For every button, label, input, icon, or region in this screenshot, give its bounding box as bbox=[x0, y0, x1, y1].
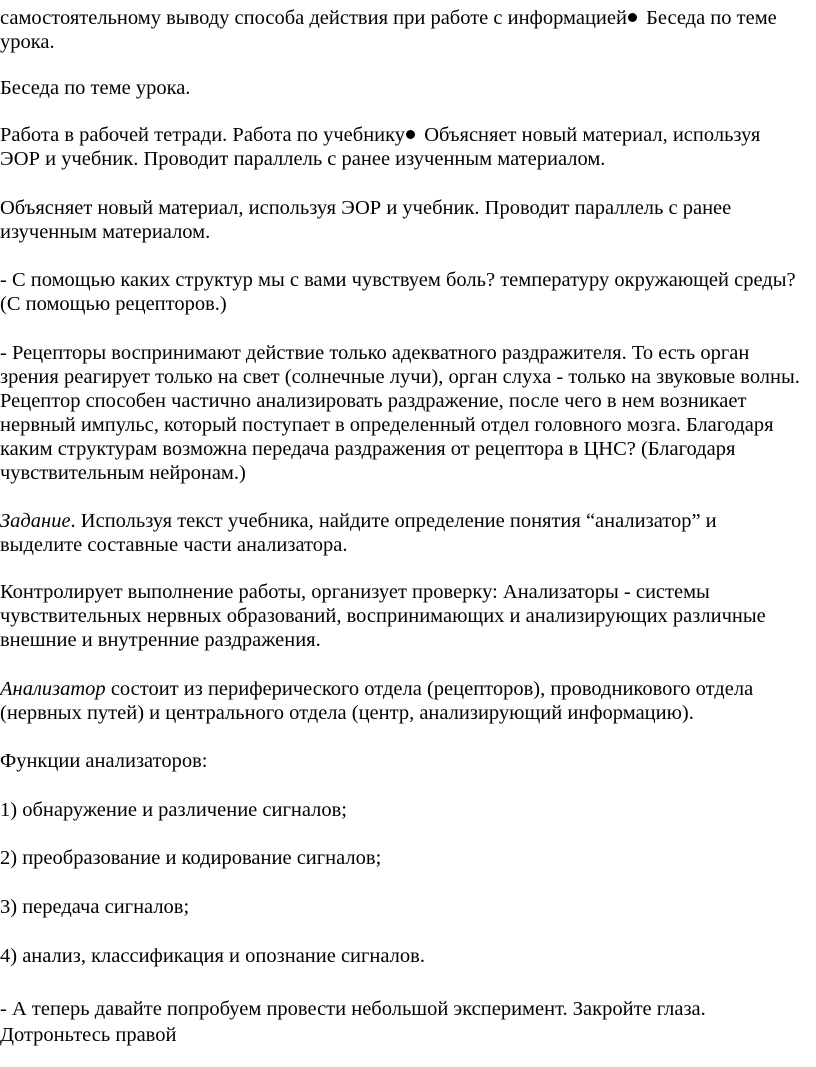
paragraph-9 bbox=[0, 677, 800, 725]
paragraph-1-text-a: самостоятельному выводу способа действия при работе с информацией bbox=[0, 7, 627, 29]
paragraph-7-italic: Задание bbox=[0, 510, 71, 532]
paragraph-3 bbox=[0, 123, 800, 171]
paragraph-9-italic: Анализатор bbox=[0, 678, 106, 700]
paragraph-1 bbox=[0, 6, 800, 54]
paragraph-8: Контролирует выполнение работы, организует проверку: Анализаторы - системы чувствительных нервных образований, воспринимающих и анализирующих различные внешние и внутренние раздражения. bbox=[0, 581, 771, 651]
paragraph-10: Функции анализаторов: bbox=[0, 750, 208, 772]
paragraph-4: Объясняет новый материал, используя ЭОР и учебник. Проводит параллель с ранее изученным материалом. bbox=[0, 197, 737, 243]
list-item: 1) обнаружение и различение сигналов; bbox=[0, 799, 347, 821]
paragraph-6: - Рецепторы воспринимают действие только адекватного раздражителя. То есть орган зрения реагирует только на свет (солнечные лучи), орган слуха - только на звуковые волны. Рецептор способен частично анализировать раздражение, после чего в нем возникает нервный импульс, который поступает в определенный отдел головного мозга. Благодаря каким структурам возможна передача раздражения от рецептора в ЦНС? (Благодаря чувствительным нейронам.) bbox=[0, 342, 806, 484]
paragraph-9-rest: состоит из периферического отдела (рецепторов), проводникового отдела (нервных путей) и центрального отдела (центр, анализирующий информацию). bbox=[0, 678, 759, 724]
paragraph-5: - С помощью каких структур мы с вами чувствуем боль? температуру окружающей среды? (С помощью рецепторов.) bbox=[0, 269, 801, 315]
list-item: 2) преобразование и кодирование сигналов; bbox=[0, 847, 382, 869]
bullet-icon bbox=[628, 13, 637, 22]
paragraph-2: Беседа по теме урока. bbox=[0, 77, 191, 99]
paragraph-1-text-b: Беседа по теме урока. bbox=[0, 7, 782, 53]
list-item: 4) анализ, классификация и опознание сигналов. bbox=[0, 945, 425, 967]
paragraph-7 bbox=[0, 509, 800, 557]
bullet-icon bbox=[406, 130, 415, 139]
paragraph-7-rest: . Используя текст учебника, найдите определение понятия “анализатор” и выделите составные части анализатора. bbox=[0, 510, 722, 556]
paragraph-3-text-b: Объясняет новый материал, используя ЭОР и учебник. Проводит параллель с ранее изученным материалом. bbox=[0, 124, 766, 170]
paragraph-11: - А теперь давайте попробуем провести небольшой эксперимент. Закройте глаза. Дотроньтесь правой bbox=[0, 998, 711, 1046]
paragraph-3-text-a: Работа в рабочей тетради. Работа по учебнику bbox=[0, 124, 406, 146]
list-item: 3) передача сигналов; bbox=[0, 896, 190, 918]
